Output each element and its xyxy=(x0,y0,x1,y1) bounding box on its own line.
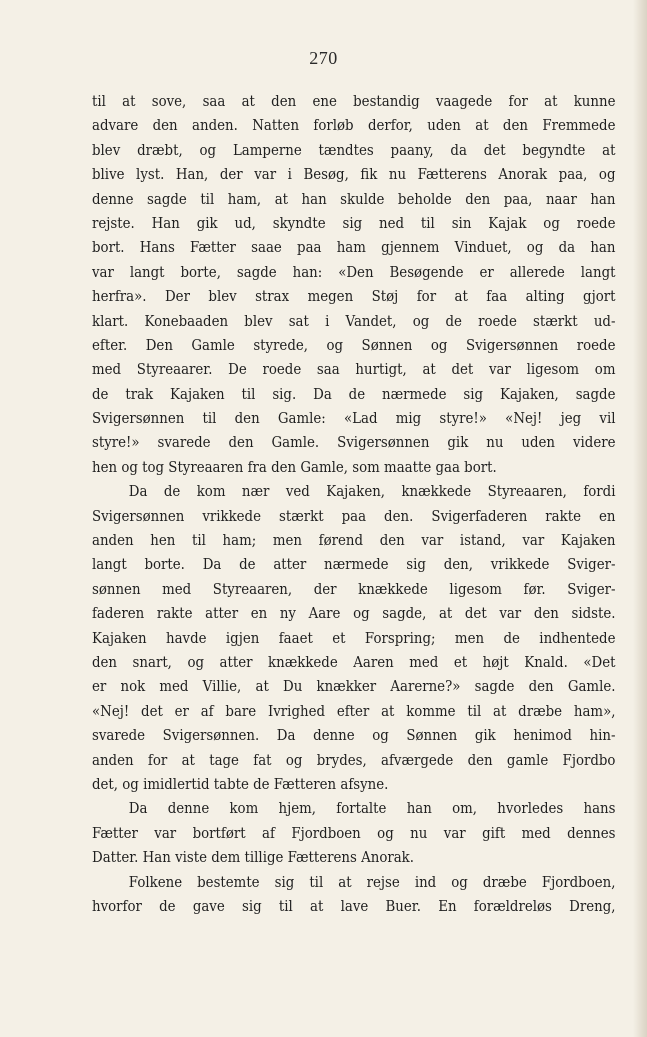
page-number: 270 xyxy=(309,48,338,68)
text-line: Folkene bestemte sig til at rejse ind og dræbe Fjordboen, xyxy=(128,874,616,891)
text-line: hvorfor de gave sig til at lave Buer. En forældreløs Dreng, xyxy=(92,898,616,915)
text-line: faderen rakte atter en ny Aare og sagde, at det var den sidste. xyxy=(92,606,616,623)
text-line: blive lyst. Han, der var i Besøg, fik nu Fætterens Anorak paa, og xyxy=(92,167,616,184)
text-line: til at sove, saa at den ene bestandig vaagede for at kunne xyxy=(92,94,616,110)
text-line: anden for at tage fat og brydes, afværgede den gamle Fjordbo xyxy=(92,752,616,769)
text-line: de trak Kajaken til sig. Da de nærmede sig Kajaken, sagde xyxy=(92,386,616,403)
text-line: svarede Svigersønnen. Da denne og Sønnen gik henimod hin- xyxy=(92,728,616,745)
text-line: hen og tog Styreaaren fra den Gamle, som maatte gaa bort. xyxy=(92,459,497,476)
text-line: Svigersønnen til den Gamle: «Lad mig styre!» «Nej! jeg vil xyxy=(92,411,616,428)
text-line: Svigersønnen vrikkede stærkt paa den. Svigerfaderen rakte en xyxy=(92,508,616,525)
text-line: herfra». Der blev strax megen Støj for at faa alting gjort xyxy=(92,289,616,306)
text-line: Da de kom nær ved Kajaken, knækkede Styreaaren, fordi xyxy=(128,484,616,501)
text-line: langt borte. Da de atter nærmede sig den, vrikkede Sviger- xyxy=(92,557,616,574)
text-line: blev dræbt, og Lamperne tændtes paany, da det begyndte at xyxy=(92,142,616,159)
text-line: anden hen til ham; men førend den var istand, var Kajaken xyxy=(92,533,616,550)
text-line: den snart, og atter knækkede Aaren med et højt Knald. «Det xyxy=(92,654,616,671)
text-line: rejste. Han gik ud, skyndte sig ned til sin Kajak og roede xyxy=(92,215,616,232)
text-line: advare den anden. Natten forløb derfor, uden at den Fremmede xyxy=(92,118,616,135)
text-line: Datter. Han viste dem tillige Fætterens Anorak. xyxy=(92,850,415,867)
text-line: det, og imidlertid tabte de Fætteren afsyne. xyxy=(92,776,389,793)
text-line: klart. Konebaaden blev sat i Vandet, og de roede stærkt ud- xyxy=(92,313,616,330)
body-text xyxy=(92,90,616,919)
text-line: efter. Den Gamle styrede, og Sønnen og Svigersønnen roede xyxy=(92,337,616,354)
text-line: sønnen med Styreaaren, der knækkede ligesom før. Sviger- xyxy=(92,581,616,598)
text-line: styre!» svarede den Gamle. Svigersønnen gik nu uden videre xyxy=(92,435,616,452)
page-edge-shadow xyxy=(633,0,647,1037)
text-line: denne sagde til ham, at han skulde beholde den paa, naar han xyxy=(92,191,616,208)
text-line: «Nej! det er af bare Ivrighed efter at komme til at dræbe ham», xyxy=(92,703,616,720)
text-line: var langt borte, sagde han: «Den Besøgende er allerede langt xyxy=(92,264,616,281)
text-line: Da denne kom hjem, fortalte han om, hvorledes hans xyxy=(128,801,616,818)
text-line: er nok med Villie, at Du knækker Aarerne?» sagde den Gamle. xyxy=(92,679,616,696)
text-line: bort. Hans Fætter saae paa ham gjennem Vinduet, og da han xyxy=(92,240,616,257)
text-line: Kajaken havde igjen faaet et Forspring; men de indhentede xyxy=(92,630,616,647)
text-line: med Styreaarer. De roede saa hurtigt, at det var ligesom om xyxy=(92,362,616,379)
text-line: Fætter var bortført af Fjordboen og nu var gift med dennes xyxy=(92,825,616,842)
